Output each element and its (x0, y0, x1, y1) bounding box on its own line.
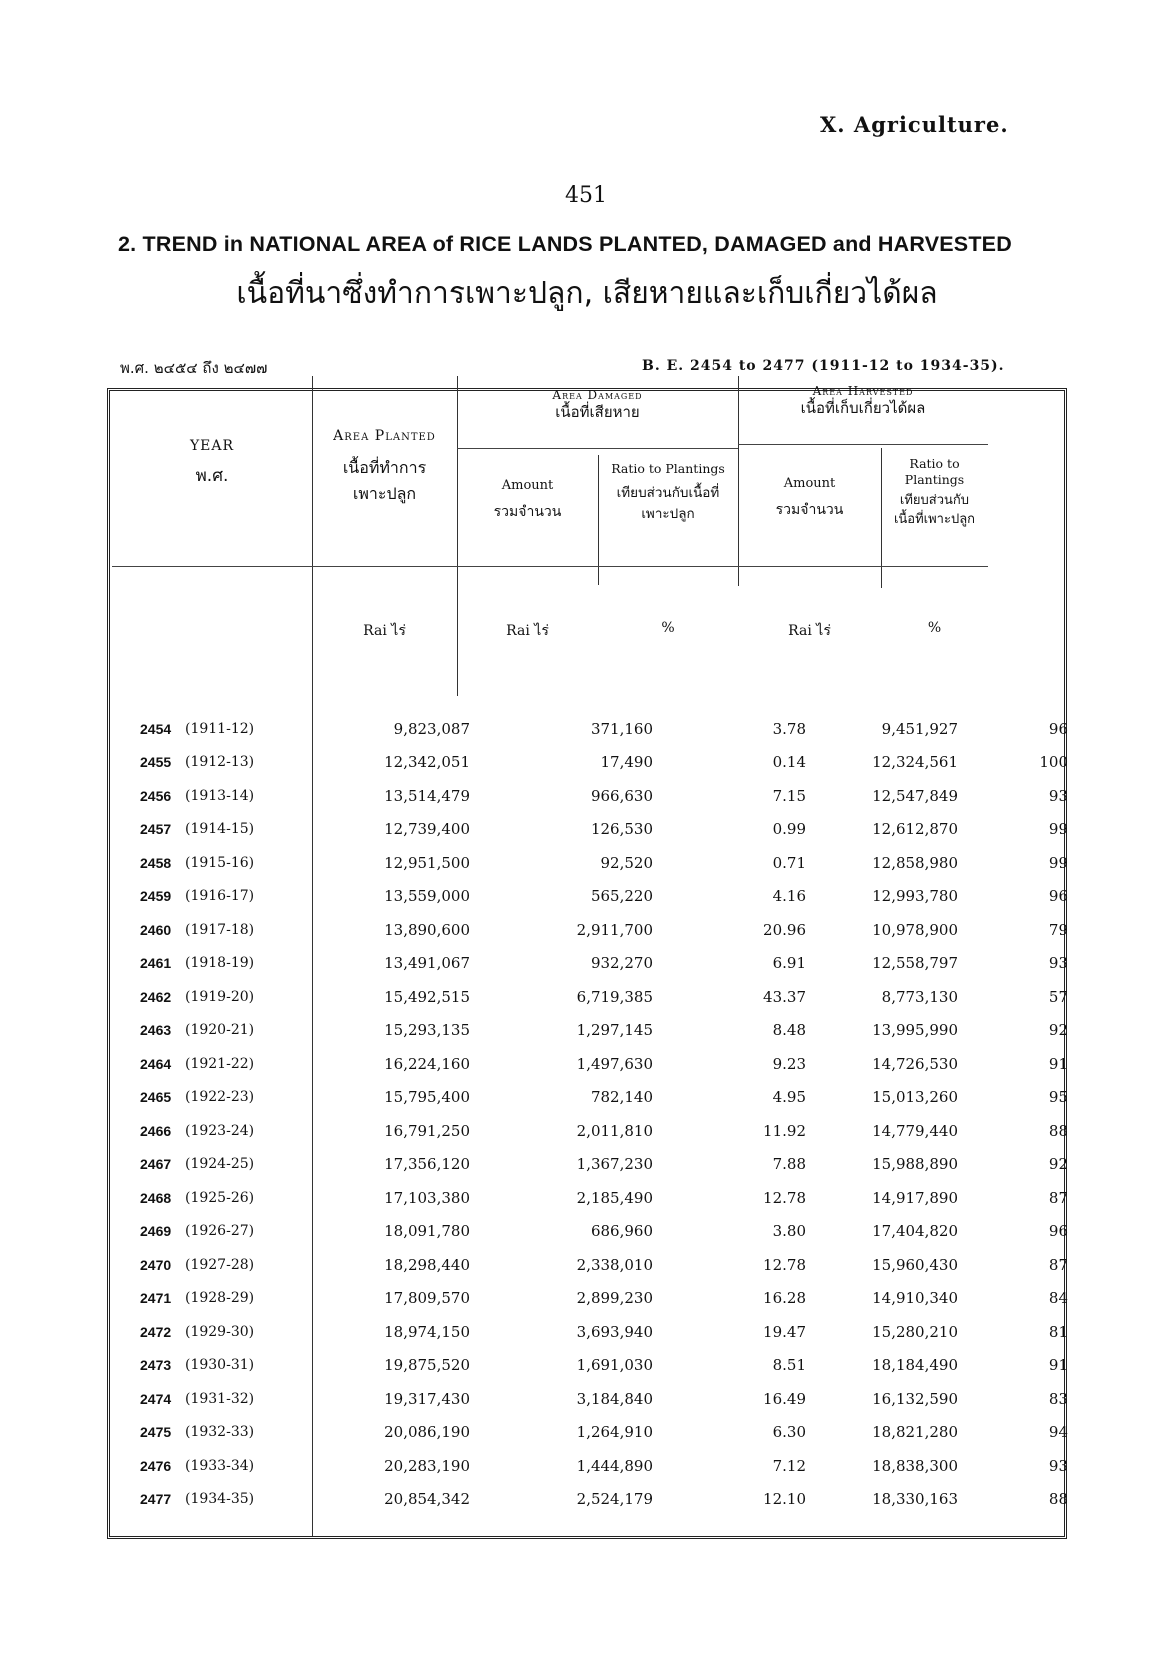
area-damaged-cell: 2,011,810 (576, 1121, 653, 1140)
damaged-ratio-th2: เพาะปลูก (641, 505, 695, 522)
planted-header-th1: เนื้อที่ทำการ (342, 457, 427, 477)
area-damaged-cell: 686,960 (590, 1222, 653, 1241)
area-planted-cell: 17,103,380 (384, 1188, 470, 1207)
area-harvested-cell: 14,779,440 (872, 1121, 958, 1140)
year-ce-cell: (1915-16) (185, 854, 255, 871)
damaged-ratio-header (598, 461, 738, 522)
area-damaged-cell: 2,911,700 (576, 920, 653, 939)
harvested-ratio-header (881, 456, 988, 528)
area-harvested-cell: 8,773,130 (881, 987, 958, 1006)
year-ce-cell: (1930-31) (185, 1357, 255, 1374)
area-planted-cell: 17,356,120 (384, 1155, 470, 1174)
area-harvested-cell: 14,726,530 (872, 1054, 958, 1073)
damaged-ratio-cell: 19.47 (763, 1322, 806, 1341)
damaged-ratio-cell: 3.80 (772, 1222, 806, 1241)
harvested-amount-th: รวมจำนวน (775, 502, 844, 519)
year-ce-cell: (1918-19) (185, 955, 255, 972)
area-planted-cell: 18,091,780 (384, 1222, 470, 1241)
year-be-cell: 2465 (140, 1089, 172, 1106)
damaged-header-th: เนื้อที่เสียหาย (555, 403, 640, 421)
area-harvested-cell: 18,330,163 (872, 1490, 958, 1509)
damaged-header (457, 388, 738, 422)
area-planted-cell: 12,951,500 (384, 853, 470, 872)
damaged-ratio-cell: 12.10 (763, 1490, 806, 1509)
harvested-ratio-cell: 91 (1048, 1356, 1068, 1375)
table-row (140, 1483, 1088, 1517)
damaged-ratio-cell: 11.92 (763, 1121, 806, 1140)
divider (738, 444, 988, 445)
divider (457, 376, 458, 696)
year-ce-cell: (1922-23) (185, 1089, 255, 1106)
harvested-amount-header (738, 476, 881, 520)
page-number: 451 (565, 183, 607, 208)
area-damaged-cell: 1,297,145 (576, 1021, 653, 1040)
table-row (140, 947, 1088, 981)
year-be-cell: 2463 (140, 1022, 172, 1039)
damaged-ratio-cell: 0.71 (772, 853, 806, 872)
harvested-ratio-cell: 81 (1048, 1322, 1068, 1341)
table-row (140, 980, 1088, 1014)
year-be-cell: 2455 (140, 754, 172, 771)
harvested-amount-unit: Rai ไร่ (788, 623, 831, 639)
area-harvested-cell: 15,280,210 (872, 1322, 958, 1341)
year-ce-cell: (1913-14) (185, 787, 255, 804)
harvested-ratio-cell: 87 (1048, 1255, 1068, 1274)
year-ce-cell: (1923-24) (185, 1122, 255, 1139)
area-planted-cell: 18,298,440 (384, 1255, 470, 1274)
area-damaged-cell: 1,444,890 (576, 1456, 653, 1475)
page-title-english: 2. TREND in NATIONAL AREA of RICE LANDS PLANTED, DAMAGED and HARVESTED (118, 232, 1012, 256)
table-row (140, 1449, 1088, 1483)
area-harvested-cell: 16,132,590 (872, 1389, 958, 1408)
table-row (140, 913, 1088, 947)
area-damaged-cell: 3,184,840 (576, 1389, 653, 1408)
year-ce-cell: (1932-33) (185, 1424, 255, 1441)
area-planted-cell: 12,342,051 (384, 753, 470, 772)
harvested-header-th: เนื้อที่เก็บเกี่ยวได้ผล (800, 399, 926, 417)
harvested-ratio-cell: 93 (1048, 954, 1068, 973)
year-be-cell: 2470 (140, 1256, 172, 1273)
harvested-ratio-unit: % (927, 620, 942, 636)
harvested-ratio-cell: 99 (1048, 820, 1068, 839)
harvested-ratio-en2: Plantings (904, 471, 965, 487)
year-header (112, 438, 312, 487)
year-ce-cell: (1911-12) (185, 720, 255, 737)
damaged-ratio-cell: 3.78 (772, 719, 806, 738)
table-row (140, 1014, 1088, 1048)
harvested-ratio-cell: 100 (1039, 753, 1068, 772)
year-be-cell: 2464 (140, 1055, 172, 1072)
year-be-cell: 2474 (140, 1390, 172, 1407)
area-planted-cell: 19,875,520 (384, 1356, 470, 1375)
harvested-ratio-cell: 88 (1048, 1121, 1068, 1140)
page-title-thai: เนื้อที่นาซึ่งทำการเพาะปลูก, เสียหายและเก็บเกี่ยวได้ผล (236, 276, 938, 311)
area-damaged-cell: 2,185,490 (576, 1188, 653, 1207)
area-planted-cell: 9,823,087 (393, 719, 470, 738)
planted-unit: Rai ไร่ (363, 623, 406, 639)
year-ce-cell: (1925-26) (185, 1189, 255, 1206)
table-row (140, 779, 1088, 813)
area-damaged-cell: 565,220 (590, 887, 653, 906)
year-be-cell: 2456 (140, 787, 172, 804)
damaged-ratio-cell: 8.51 (772, 1356, 806, 1375)
area-planted-cell: 13,890,600 (384, 920, 470, 939)
harvested-header-en: Area Harvested (812, 384, 914, 398)
year-ce-cell: (1933-34) (185, 1457, 255, 1474)
area-harvested-cell: 15,960,430 (872, 1255, 958, 1274)
table-row (140, 1315, 1088, 1349)
planted-header (312, 428, 457, 504)
damaged-ratio-cell: 4.16 (772, 887, 806, 906)
area-harvested-cell: 12,558,797 (872, 954, 958, 973)
year-be-cell: 2459 (140, 888, 172, 905)
year-ce-cell: (1921-22) (185, 1055, 255, 1072)
harvested-ratio-cell: 88 (1048, 1490, 1068, 1509)
area-harvested-cell: 12,324,561 (872, 753, 958, 772)
table-row (140, 1248, 1088, 1282)
planted-header-en: Area Planted (333, 428, 436, 444)
area-damaged-cell: 126,530 (590, 820, 653, 839)
year-be-cell: 2457 (140, 821, 172, 838)
area-planted-cell: 20,854,342 (384, 1490, 470, 1509)
damaged-ratio-cell: 9.23 (772, 1054, 806, 1073)
damaged-ratio-cell: 7.88 (772, 1155, 806, 1174)
damaged-ratio-en: Ratio to Plantings (611, 461, 725, 476)
harvested-ratio-cell: 57 (1048, 987, 1068, 1006)
damaged-ratio-cell: 12.78 (763, 1255, 806, 1274)
table-row (140, 846, 1088, 880)
area-planted-cell: 20,086,190 (384, 1423, 470, 1442)
year-be-cell: 2473 (140, 1357, 172, 1374)
area-planted-cell: 13,491,067 (384, 954, 470, 973)
area-harvested-cell: 18,821,280 (872, 1423, 958, 1442)
table-row (140, 1148, 1088, 1182)
year-header-en: YEAR (189, 438, 235, 454)
area-harvested-cell: 10,978,900 (872, 920, 958, 939)
damaged-ratio-cell: 4.95 (772, 1088, 806, 1107)
damaged-ratio-cell: 7.15 (772, 786, 806, 805)
year-ce-cell: (1916-17) (185, 888, 255, 905)
harvested-ratio-cell: 92 (1048, 1155, 1068, 1174)
area-damaged-cell: 3,693,940 (576, 1322, 653, 1341)
rice-area-table (140, 712, 1088, 1516)
harvested-ratio-cell: 83 (1048, 1389, 1068, 1408)
damaged-header-en: Area Damaged (552, 388, 643, 402)
area-damaged-cell: 1,497,630 (576, 1054, 653, 1073)
area-harvested-cell: 9,451,927 (881, 719, 958, 738)
area-planted-cell: 15,795,400 (384, 1088, 470, 1107)
area-damaged-cell: 371,160 (590, 719, 653, 738)
year-ce-cell: (1929-30) (185, 1323, 255, 1340)
damaged-ratio-cell: 43.37 (763, 987, 806, 1006)
table-row (140, 1382, 1088, 1416)
area-planted-cell: 15,492,515 (384, 987, 470, 1006)
area-harvested-cell: 12,858,980 (872, 853, 958, 872)
year-ce-cell: (1914-15) (185, 821, 255, 838)
damaged-ratio-cell: 20.96 (763, 920, 806, 939)
area-damaged-cell: 932,270 (590, 954, 653, 973)
year-be-cell: 2468 (140, 1189, 172, 1206)
area-harvested-cell: 14,910,340 (872, 1289, 958, 1308)
area-damaged-cell: 6,719,385 (576, 987, 653, 1006)
area-harvested-cell: 15,013,260 (872, 1088, 958, 1107)
table-row (140, 1181, 1088, 1215)
year-header-th: พ.ศ. (195, 465, 229, 486)
area-planted-cell: 13,559,000 (384, 887, 470, 906)
area-harvested-cell: 18,184,490 (872, 1356, 958, 1375)
year-ce-cell: (1917-18) (185, 921, 255, 938)
area-damaged-cell: 2,524,179 (576, 1490, 653, 1509)
year-ce-cell: (1928-29) (185, 1290, 255, 1307)
area-planted-cell: 16,791,250 (384, 1121, 470, 1140)
year-be-cell: 2461 (140, 955, 172, 972)
damaged-ratio-cell: 0.14 (772, 753, 806, 772)
damaged-ratio-cell: 12.78 (763, 1188, 806, 1207)
year-be-cell: 2467 (140, 1156, 172, 1173)
area-harvested-cell: 13,995,990 (872, 1021, 958, 1040)
area-harvested-cell: 12,612,870 (872, 820, 958, 839)
damaged-ratio-unit: % (661, 620, 675, 636)
year-be-cell: 2477 (140, 1491, 172, 1508)
harvested-ratio-cell: 84 (1048, 1289, 1068, 1308)
area-damaged-cell: 2,899,230 (576, 1289, 653, 1308)
area-damaged-cell: 966,630 (590, 786, 653, 805)
area-planted-cell: 16,224,160 (384, 1054, 470, 1073)
harvested-ratio-en1: Ratio to (909, 456, 960, 471)
year-be-cell: 2469 (140, 1223, 172, 1240)
harvested-ratio-cell: 79 (1048, 920, 1068, 939)
year-be-cell: 2462 (140, 988, 172, 1005)
harvested-ratio-cell: 94 (1048, 1423, 1068, 1442)
harvested-ratio-cell: 93 (1048, 1456, 1068, 1475)
damaged-ratio-cell: 16.28 (763, 1289, 806, 1308)
harvested-ratio-cell: 87 (1048, 1188, 1068, 1207)
area-planted-cell: 20,283,190 (384, 1456, 470, 1475)
harvested-ratio-cell: 93 (1048, 786, 1068, 805)
area-planted-cell: 12,739,400 (384, 820, 470, 839)
damaged-ratio-cell: 7.12 (772, 1456, 806, 1475)
year-be-cell: 2466 (140, 1122, 172, 1139)
damaged-ratio-cell: 6.30 (772, 1423, 806, 1442)
damaged-amount-en: Amount (501, 478, 554, 493)
damaged-ratio-cell: 0.99 (772, 820, 806, 839)
damaged-ratio-cell: 6.91 (772, 954, 806, 973)
harvested-amount-en: Amount (783, 476, 836, 491)
year-ce-cell: (1926-27) (185, 1223, 255, 1240)
damaged-ratio-cell: 16.49 (763, 1389, 806, 1408)
area-harvested-cell: 15,988,890 (872, 1155, 958, 1174)
area-harvested-cell: 14,917,890 (872, 1188, 958, 1207)
year-be-cell: 2460 (140, 921, 172, 938)
harvested-ratio-th1: เทียบส่วนกับ (899, 493, 970, 509)
year-be-cell: 2475 (140, 1424, 172, 1441)
year-ce-cell: (1912-13) (185, 754, 255, 771)
table-row (140, 1114, 1088, 1148)
area-planted-cell: 13,514,479 (384, 786, 470, 805)
table-row (140, 1349, 1088, 1383)
table-row (140, 712, 1088, 746)
area-damaged-cell: 2,338,010 (576, 1255, 653, 1274)
damaged-amount-unit: Rai ไร่ (506, 623, 549, 639)
period-english: B. E. 2454 to 2477 (1911-12 to 1934-35). (642, 358, 1005, 374)
area-damaged-cell: 17,490 (600, 753, 653, 772)
divider (457, 448, 738, 449)
area-planted-cell: 17,809,570 (384, 1289, 470, 1308)
year-ce-cell: (1920-21) (185, 1022, 255, 1039)
harvested-ratio-cell: 96 (1048, 1222, 1068, 1241)
harvested-header (738, 384, 988, 418)
damaged-amount-header (457, 478, 598, 522)
year-be-cell: 2476 (140, 1457, 172, 1474)
harvested-ratio-cell: 95 (1048, 1088, 1068, 1107)
area-harvested-cell: 12,993,780 (872, 887, 958, 906)
harvested-ratio-th2: เนื้อที่เพาะปลูก (893, 511, 976, 527)
damaged-ratio-cell: 8.48 (772, 1021, 806, 1040)
year-ce-cell: (1934-35) (185, 1491, 255, 1508)
year-ce-cell: (1927-28) (185, 1256, 255, 1273)
year-be-cell: 2458 (140, 854, 172, 871)
year-be-cell: 2471 (140, 1290, 172, 1307)
area-damaged-cell: 1,264,910 (576, 1423, 653, 1442)
table-row (140, 1416, 1088, 1450)
area-planted-cell: 15,293,135 (384, 1021, 470, 1040)
table-row (140, 1047, 1088, 1081)
planted-header-th2: เพาะปลูก (352, 483, 417, 503)
damaged-amount-th: รวมจำนวน (493, 504, 562, 521)
table-row (140, 1081, 1088, 1115)
harvested-ratio-cell: 96 (1048, 719, 1068, 738)
area-damaged-cell: 1,691,030 (576, 1356, 653, 1375)
area-harvested-cell: 18,838,300 (872, 1456, 958, 1475)
table-row (140, 880, 1088, 914)
harvested-ratio-cell: 91 (1048, 1054, 1068, 1073)
area-damaged-cell: 782,140 (590, 1088, 653, 1107)
area-planted-cell: 18,974,150 (384, 1322, 470, 1341)
table-row (140, 746, 1088, 780)
table-row (140, 1215, 1088, 1249)
period-thai: พ.ศ. ๒๔๕๔ ถึง ๒๔๗๗ (120, 359, 268, 377)
year-be-cell: 2454 (140, 720, 172, 737)
area-harvested-cell: 17,404,820 (872, 1222, 958, 1241)
harvested-ratio-cell: 99 (1048, 853, 1068, 872)
section-heading: X. Agriculture. (820, 112, 1009, 137)
year-be-cell: 2472 (140, 1323, 172, 1340)
table-row (140, 813, 1088, 847)
harvested-ratio-cell: 92 (1048, 1021, 1068, 1040)
area-planted-cell: 19,317,430 (384, 1389, 470, 1408)
divider (112, 566, 988, 567)
year-ce-cell: (1924-25) (185, 1156, 255, 1173)
area-harvested-cell: 12,547,849 (872, 786, 958, 805)
harvested-ratio-cell: 96 (1048, 887, 1068, 906)
year-ce-cell: (1931-32) (185, 1390, 255, 1407)
area-damaged-cell: 1,367,230 (576, 1155, 653, 1174)
year-ce-cell: (1919-20) (185, 988, 255, 1005)
damaged-ratio-th1: เทียบส่วนกับเนื้อที่ (616, 484, 720, 501)
table-row (140, 1282, 1088, 1316)
area-damaged-cell: 92,520 (600, 853, 653, 872)
